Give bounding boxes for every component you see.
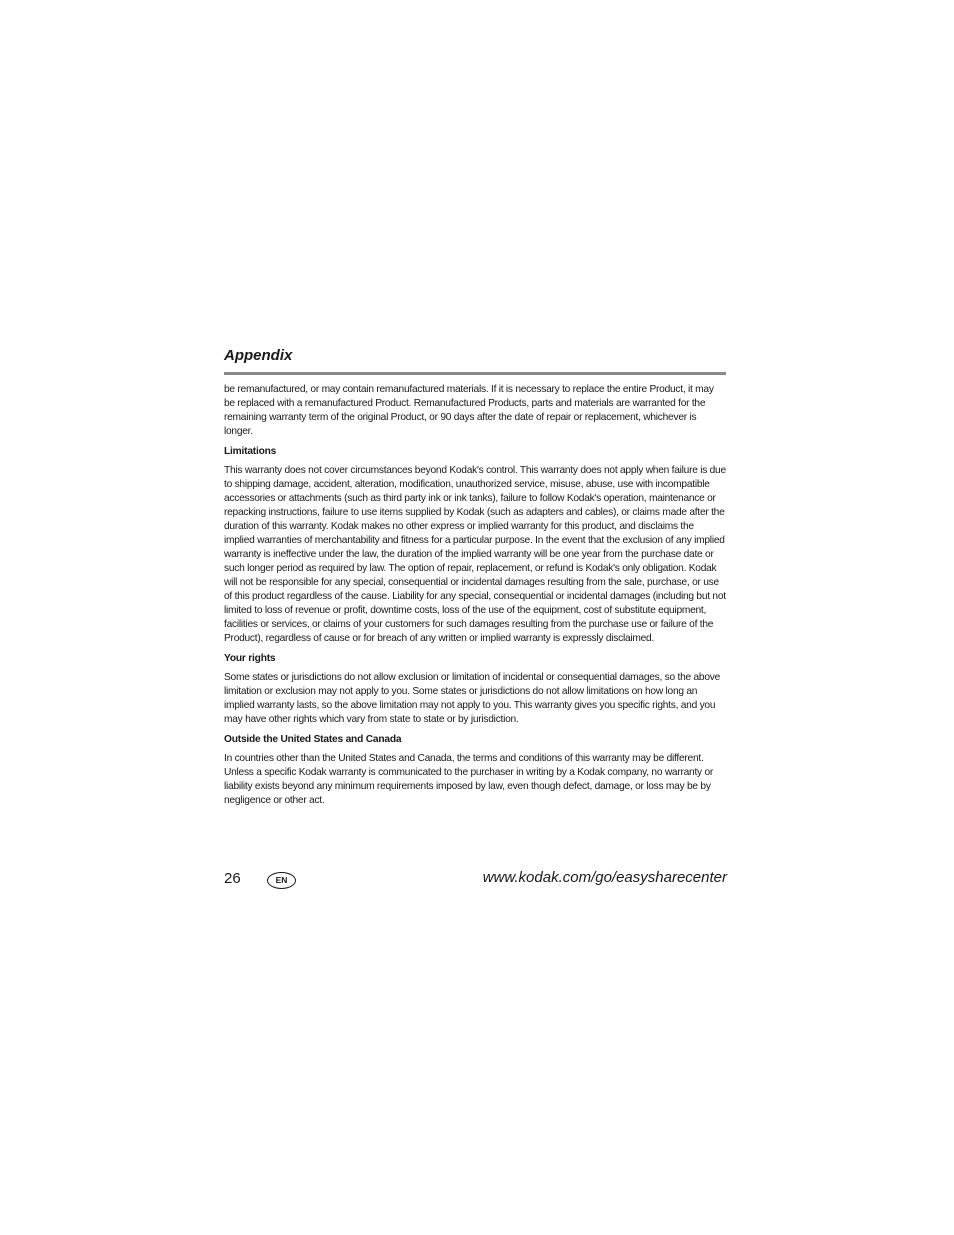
document-content <box>224 383 726 808</box>
paragraph-your-rights: Some states or jurisdictions do not allow exclusion or limitation of incidental or consequential damages, so the above limitation or exclusion may not apply to you. Some states or jurisdictions do not allow limitations on how long an implied warranty lasts, so the above limitation may not apply to you. This warranty gives you specific rights, and you may have other rights which vary from state to state or by jurisdiction. <box>224 672 721 725</box>
paragraph-limitations: This warranty does not cover circumstances beyond Kodak's control. This warranty does not apply when failure is due to shipping damage, accident, alteration, modification, unauthorized service, misuse, abuse, use with incompatible accessories or attachments (such as third party ink or ink tanks), failure to follow Kodak's operation, maintenance or repacking instructions, failure to use items supplied by Kodak (such as adapters and cables), or claims made after the duration of this warranty. Kodak makes no other express or implied warranty for this product, and disclaims the implied warranties of merchantability and fitness for a particular purpose. In the event that the exclusion of any implied warranty is ineffective under the law, the duration of the implied warranty will be one year from the purchase date or such longer period as required by law. The option of repair, replacement, or refund is Kodak's only obligation. Kodak will not be responsible for any special, consequential or incidental damages resulting from the sale, purchase, or use of this product regardless of the cause. Liability for any special, consequential or incidental damages (including but not limited to loss of revenue or profit, downtime costs, loss of the use of the equipment, cost of substitute equipment, facilities or services, or claims of your customers for such damages resulting from the purchase use or failure of the Product), regardless of cause or for breach of any written or implied warranty is expressly disclaimed. <box>224 465 726 644</box>
intro-paragraph: be remanufactured, or may contain remanufactured materials. If it is necessary to replace the entire Product, it may be replaced with a remanufactured Product. Remanufactured Products, parts and materials are warranted for the remaining warranty term of the original Product, or 90 days after the date of repair or replacement, whichever is longer. <box>224 384 714 437</box>
paragraph-outside-us-canada: In countries other than the United States and Canada, the terms and conditions of this warranty may be different. Unless a specific Kodak warranty is communicated to the purchaser in writing by a Kodak company, no warranty or liability exists beyond any minimum requirements imposed by law, even though defect, damage, or loss may be by negligence or other act. <box>224 753 714 806</box>
section-title: Appendix <box>224 347 293 364</box>
page-footer <box>224 866 727 892</box>
heading-outside-us-canada: Outside the United States and Canada <box>224 734 402 745</box>
language-badge: EN <box>267 872 296 889</box>
footer-url: www.kodak.com/go/easysharecenter <box>482 869 727 886</box>
heading-your-rights: Your rights <box>224 653 276 664</box>
page-number: 26 <box>224 870 241 887</box>
page-body <box>224 346 726 814</box>
title-divider <box>224 372 726 375</box>
heading-limitations: Limitations <box>224 446 277 457</box>
